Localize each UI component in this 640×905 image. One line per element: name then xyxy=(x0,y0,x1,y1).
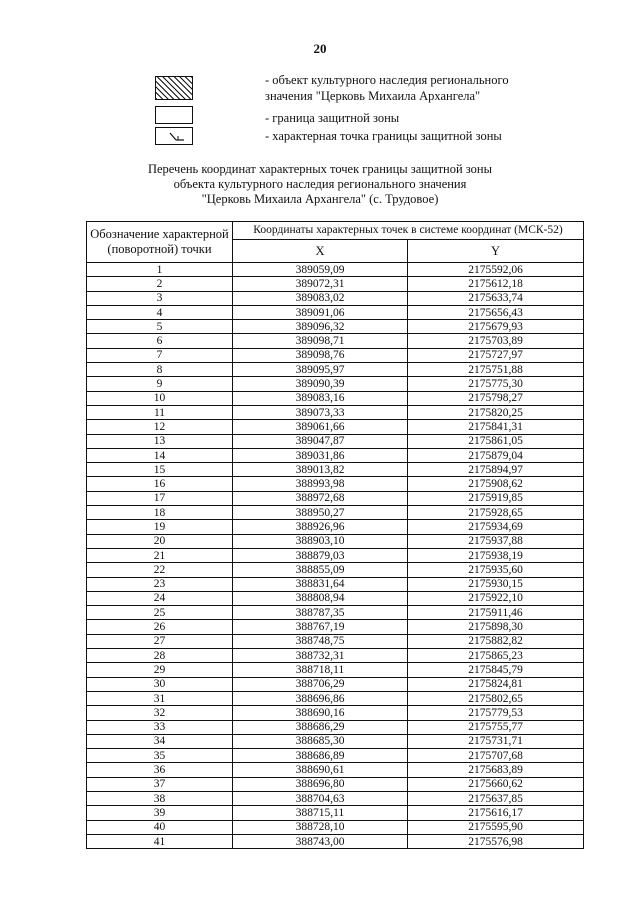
table-row xyxy=(87,634,584,648)
x-coordinate-cell: 388685,30 xyxy=(233,734,408,748)
table-row xyxy=(87,334,584,348)
point-number-cell: 38 xyxy=(87,791,233,805)
x-coordinate-cell: 389072,31 xyxy=(233,277,408,291)
table-row xyxy=(87,720,584,734)
y-coordinate-cell: 2175798,27 xyxy=(408,391,584,405)
point-number-cell: 27 xyxy=(87,634,233,648)
y-coordinate-cell: 2175727,97 xyxy=(408,348,584,362)
y-coordinate-cell: 2175595,90 xyxy=(408,820,584,834)
x-coordinate-cell: 389098,76 xyxy=(233,348,408,362)
table-row xyxy=(87,749,584,763)
y-coordinate-cell: 2175922,10 xyxy=(408,591,584,605)
y-coordinate-cell: 2175751,88 xyxy=(408,363,584,377)
point-number-cell: 35 xyxy=(87,749,233,763)
title-line-3: "Церковь Михаила Архангела" (с. Трудовое) xyxy=(201,192,439,206)
x-coordinate-cell: 388879,03 xyxy=(233,548,408,562)
y-coordinate-cell: 2175802,65 xyxy=(408,691,584,705)
y-coordinate-cell: 2175938,19 xyxy=(408,548,584,562)
y-coordinate-cell: 2175865,23 xyxy=(408,649,584,663)
table-row xyxy=(87,363,584,377)
y-coordinate-cell: 2175637,85 xyxy=(408,791,584,805)
point-number-cell: 28 xyxy=(87,649,233,663)
legend-heritage-text xyxy=(265,72,509,104)
y-coordinate-cell: 2175911,46 xyxy=(408,606,584,620)
coordinates-table-body xyxy=(87,263,584,849)
table-row xyxy=(87,734,584,748)
x-coordinate-cell: 388715,11 xyxy=(233,806,408,820)
y-coordinate-cell: 2175679,93 xyxy=(408,320,584,334)
x-coordinate-cell: 388950,27 xyxy=(233,506,408,520)
point-number-cell: 15 xyxy=(87,463,233,477)
table-row xyxy=(87,791,584,805)
page-number: 20 xyxy=(313,41,327,56)
point-number-cell: 4 xyxy=(87,305,233,319)
point-number-cell: 39 xyxy=(87,806,233,820)
y-coordinate-cell: 2175935,60 xyxy=(408,563,584,577)
y-coordinate-cell: 2175824,81 xyxy=(408,677,584,691)
table-row xyxy=(87,477,584,491)
y-coordinate-cell: 2175703,89 xyxy=(408,334,584,348)
table-row xyxy=(87,348,584,362)
x-coordinate-cell: 388686,29 xyxy=(233,720,408,734)
y-coordinate-cell: 2175612,18 xyxy=(408,277,584,291)
point-number-cell: 26 xyxy=(87,620,233,634)
table-row xyxy=(87,563,584,577)
x-coordinate-cell: 389083,16 xyxy=(233,391,408,405)
table-row xyxy=(87,649,584,663)
table-row xyxy=(87,691,584,705)
y-coordinate-cell: 2175660,62 xyxy=(408,777,584,791)
title-line-2: объекта культурного наследия регионального значения xyxy=(173,177,467,191)
point-number-cell: 12 xyxy=(87,420,233,434)
x-coordinate-cell: 389096,32 xyxy=(233,320,408,334)
point-number-cell: 25 xyxy=(87,606,233,620)
y-coordinate-cell: 2175928,65 xyxy=(408,506,584,520)
table-row xyxy=(87,391,584,405)
table-row xyxy=(87,806,584,820)
x-coordinate-cell: 388972,68 xyxy=(233,491,408,505)
x-coordinate-cell: 388855,09 xyxy=(233,563,408,577)
x-coordinate-cell: 388696,86 xyxy=(233,691,408,705)
point-number-cell: 33 xyxy=(87,720,233,734)
x-coordinate-cell: 388993,98 xyxy=(233,477,408,491)
x-coordinate-cell: 388728,10 xyxy=(233,820,408,834)
x-coordinate-cell: 388767,19 xyxy=(233,620,408,634)
hatched-area-icon xyxy=(155,76,193,100)
table-row xyxy=(87,706,584,720)
point-designation-header: Обозначение характерной (поворотной) точки xyxy=(87,222,233,263)
x-coordinate-cell: 388706,29 xyxy=(233,677,408,691)
table-row xyxy=(87,405,584,419)
table-row xyxy=(87,463,584,477)
y-coordinate-cell: 2175616,17 xyxy=(408,806,584,820)
y-coordinate-cell: 2175633,74 xyxy=(408,291,584,305)
x-coordinate-cell: 389047,87 xyxy=(233,434,408,448)
x-coordinate-cell: 389095,97 xyxy=(233,363,408,377)
legend-item-boundary xyxy=(155,106,193,124)
x-coordinate-cell: 388926,96 xyxy=(233,520,408,534)
legend-boundary-text: - граница защитной зоны xyxy=(265,111,400,125)
legend-item-heritage-object xyxy=(155,76,193,100)
point-number-cell: 30 xyxy=(87,677,233,691)
y-coordinate-cell: 2175879,04 xyxy=(408,448,584,462)
table-row xyxy=(87,577,584,591)
x-coordinate-cell: 388718,11 xyxy=(233,663,408,677)
y-coordinate-cell: 2175683,89 xyxy=(408,763,584,777)
point-number-cell: 29 xyxy=(87,663,233,677)
point-number-cell: 31 xyxy=(87,691,233,705)
x-coordinate-cell: 388696,80 xyxy=(233,777,408,791)
y-coordinate-cell: 2175908,62 xyxy=(408,477,584,491)
y-coordinate-cell: 2175934,69 xyxy=(408,520,584,534)
point-number-cell: 1 xyxy=(87,263,233,277)
x-coordinate-cell: 388748,75 xyxy=(233,634,408,648)
y-coordinate-cell: 2175656,43 xyxy=(408,305,584,319)
table-row xyxy=(87,520,584,534)
table-row xyxy=(87,834,584,848)
coordinates-table xyxy=(86,221,584,849)
table-row xyxy=(87,591,584,605)
table-row xyxy=(87,448,584,462)
point-number-cell: 16 xyxy=(87,477,233,491)
point-number-cell: 5 xyxy=(87,320,233,334)
point-number-cell: 14 xyxy=(87,448,233,462)
x-coordinate-cell: 388686,89 xyxy=(233,749,408,763)
x-coordinate-cell: 389059,09 xyxy=(233,263,408,277)
x-coordinate-cell: 388787,35 xyxy=(233,606,408,620)
point-number-cell: 41 xyxy=(87,834,233,848)
y-coordinate-cell: 2175707,68 xyxy=(408,749,584,763)
point-number-cell: 20 xyxy=(87,534,233,548)
document-title xyxy=(0,162,640,207)
y-coordinate-cell: 2175919,85 xyxy=(408,491,584,505)
point-number-cell: 23 xyxy=(87,577,233,591)
x-coordinate-cell: 389073,33 xyxy=(233,405,408,419)
x-column-header: X xyxy=(233,240,408,263)
table-row xyxy=(87,377,584,391)
table-row xyxy=(87,291,584,305)
table-row xyxy=(87,620,584,634)
x-coordinate-cell: 389090,39 xyxy=(233,377,408,391)
table-row xyxy=(87,777,584,791)
characteristic-point-icon xyxy=(155,127,193,145)
point-number-cell: 22 xyxy=(87,563,233,577)
x-coordinate-cell: 388690,61 xyxy=(233,763,408,777)
x-coordinate-cell: 388903,10 xyxy=(233,534,408,548)
y-column-header: Y xyxy=(408,240,584,263)
table-row xyxy=(87,677,584,691)
y-coordinate-cell: 2175592,06 xyxy=(408,263,584,277)
x-coordinate-cell: 388690,16 xyxy=(233,706,408,720)
table-row xyxy=(87,663,584,677)
y-coordinate-cell: 2175898,30 xyxy=(408,620,584,634)
point-number-cell: 32 xyxy=(87,706,233,720)
legend-point-text: - характерная точка границы защитной зоны xyxy=(265,129,502,143)
y-coordinate-cell: 2175576,98 xyxy=(408,834,584,848)
table-row xyxy=(87,263,584,277)
x-coordinate-cell: 389091,06 xyxy=(233,305,408,319)
point-number-cell: 13 xyxy=(87,434,233,448)
table-row xyxy=(87,320,584,334)
y-coordinate-cell: 2175820,25 xyxy=(408,405,584,419)
y-coordinate-cell: 2175775,30 xyxy=(408,377,584,391)
point-number-cell: 10 xyxy=(87,391,233,405)
y-coordinate-cell: 2175930,15 xyxy=(408,577,584,591)
point-number-cell: 6 xyxy=(87,334,233,348)
x-coordinate-cell: 388732,31 xyxy=(233,649,408,663)
point-number-cell: 37 xyxy=(87,777,233,791)
y-coordinate-cell: 2175841,31 xyxy=(408,420,584,434)
x-coordinate-cell: 389031,86 xyxy=(233,448,408,462)
table-row xyxy=(87,434,584,448)
boundary-rectangle-icon xyxy=(155,106,193,124)
point-number-cell: 17 xyxy=(87,491,233,505)
table-row xyxy=(87,491,584,505)
table-row xyxy=(87,763,584,777)
y-coordinate-cell: 2175937,88 xyxy=(408,534,584,548)
point-number-cell: 7 xyxy=(87,348,233,362)
x-coordinate-cell: 388704,63 xyxy=(233,791,408,805)
point-number-cell: 3 xyxy=(87,291,233,305)
legend-heritage-line-1: - объект культурного наследия регионального xyxy=(265,73,509,87)
y-coordinate-cell: 2175882,82 xyxy=(408,634,584,648)
table-row xyxy=(87,506,584,520)
point-number-cell: 40 xyxy=(87,820,233,834)
point-number-cell: 11 xyxy=(87,405,233,419)
point-number-cell: 24 xyxy=(87,591,233,605)
x-coordinate-cell: 389098,71 xyxy=(233,334,408,348)
table-row xyxy=(87,548,584,562)
y-coordinate-cell: 2175779,53 xyxy=(408,706,584,720)
point-number-cell: 36 xyxy=(87,763,233,777)
x-coordinate-cell: 389013,82 xyxy=(233,463,408,477)
title-line-1: Перечень координат характерных точек границы защитной зоны xyxy=(147,162,493,176)
table-row xyxy=(87,820,584,834)
table-row xyxy=(87,305,584,319)
x-coordinate-cell: 388808,94 xyxy=(233,591,408,605)
legend-item-point xyxy=(155,127,193,145)
point-number-cell: 2 xyxy=(87,277,233,291)
y-coordinate-cell: 2175861,05 xyxy=(408,434,584,448)
x-coordinate-cell: 389083,02 xyxy=(233,291,408,305)
point-number-cell: 19 xyxy=(87,520,233,534)
point-number-cell: 9 xyxy=(87,377,233,391)
coordinates-header: Координаты характерных точек в системе координат (МСК-52) xyxy=(233,222,584,240)
point-number-cell: 34 xyxy=(87,734,233,748)
y-coordinate-cell: 2175894,97 xyxy=(408,463,584,477)
point-number-cell: 18 xyxy=(87,506,233,520)
x-coordinate-cell: 388831,64 xyxy=(233,577,408,591)
point-number-cell: 8 xyxy=(87,363,233,377)
y-coordinate-cell: 2175755,77 xyxy=(408,720,584,734)
x-coordinate-cell: 388743,00 xyxy=(233,834,408,848)
table-row xyxy=(87,606,584,620)
x-coordinate-cell: 389061,66 xyxy=(233,420,408,434)
table-row xyxy=(87,420,584,434)
legend-heritage-line-2: значения "Церковь Михаила Архангела" xyxy=(265,89,481,103)
table-row xyxy=(87,277,584,291)
point-number-cell: 21 xyxy=(87,548,233,562)
y-coordinate-cell: 2175845,79 xyxy=(408,663,584,677)
table-row xyxy=(87,534,584,548)
y-coordinate-cell: 2175731,71 xyxy=(408,734,584,748)
